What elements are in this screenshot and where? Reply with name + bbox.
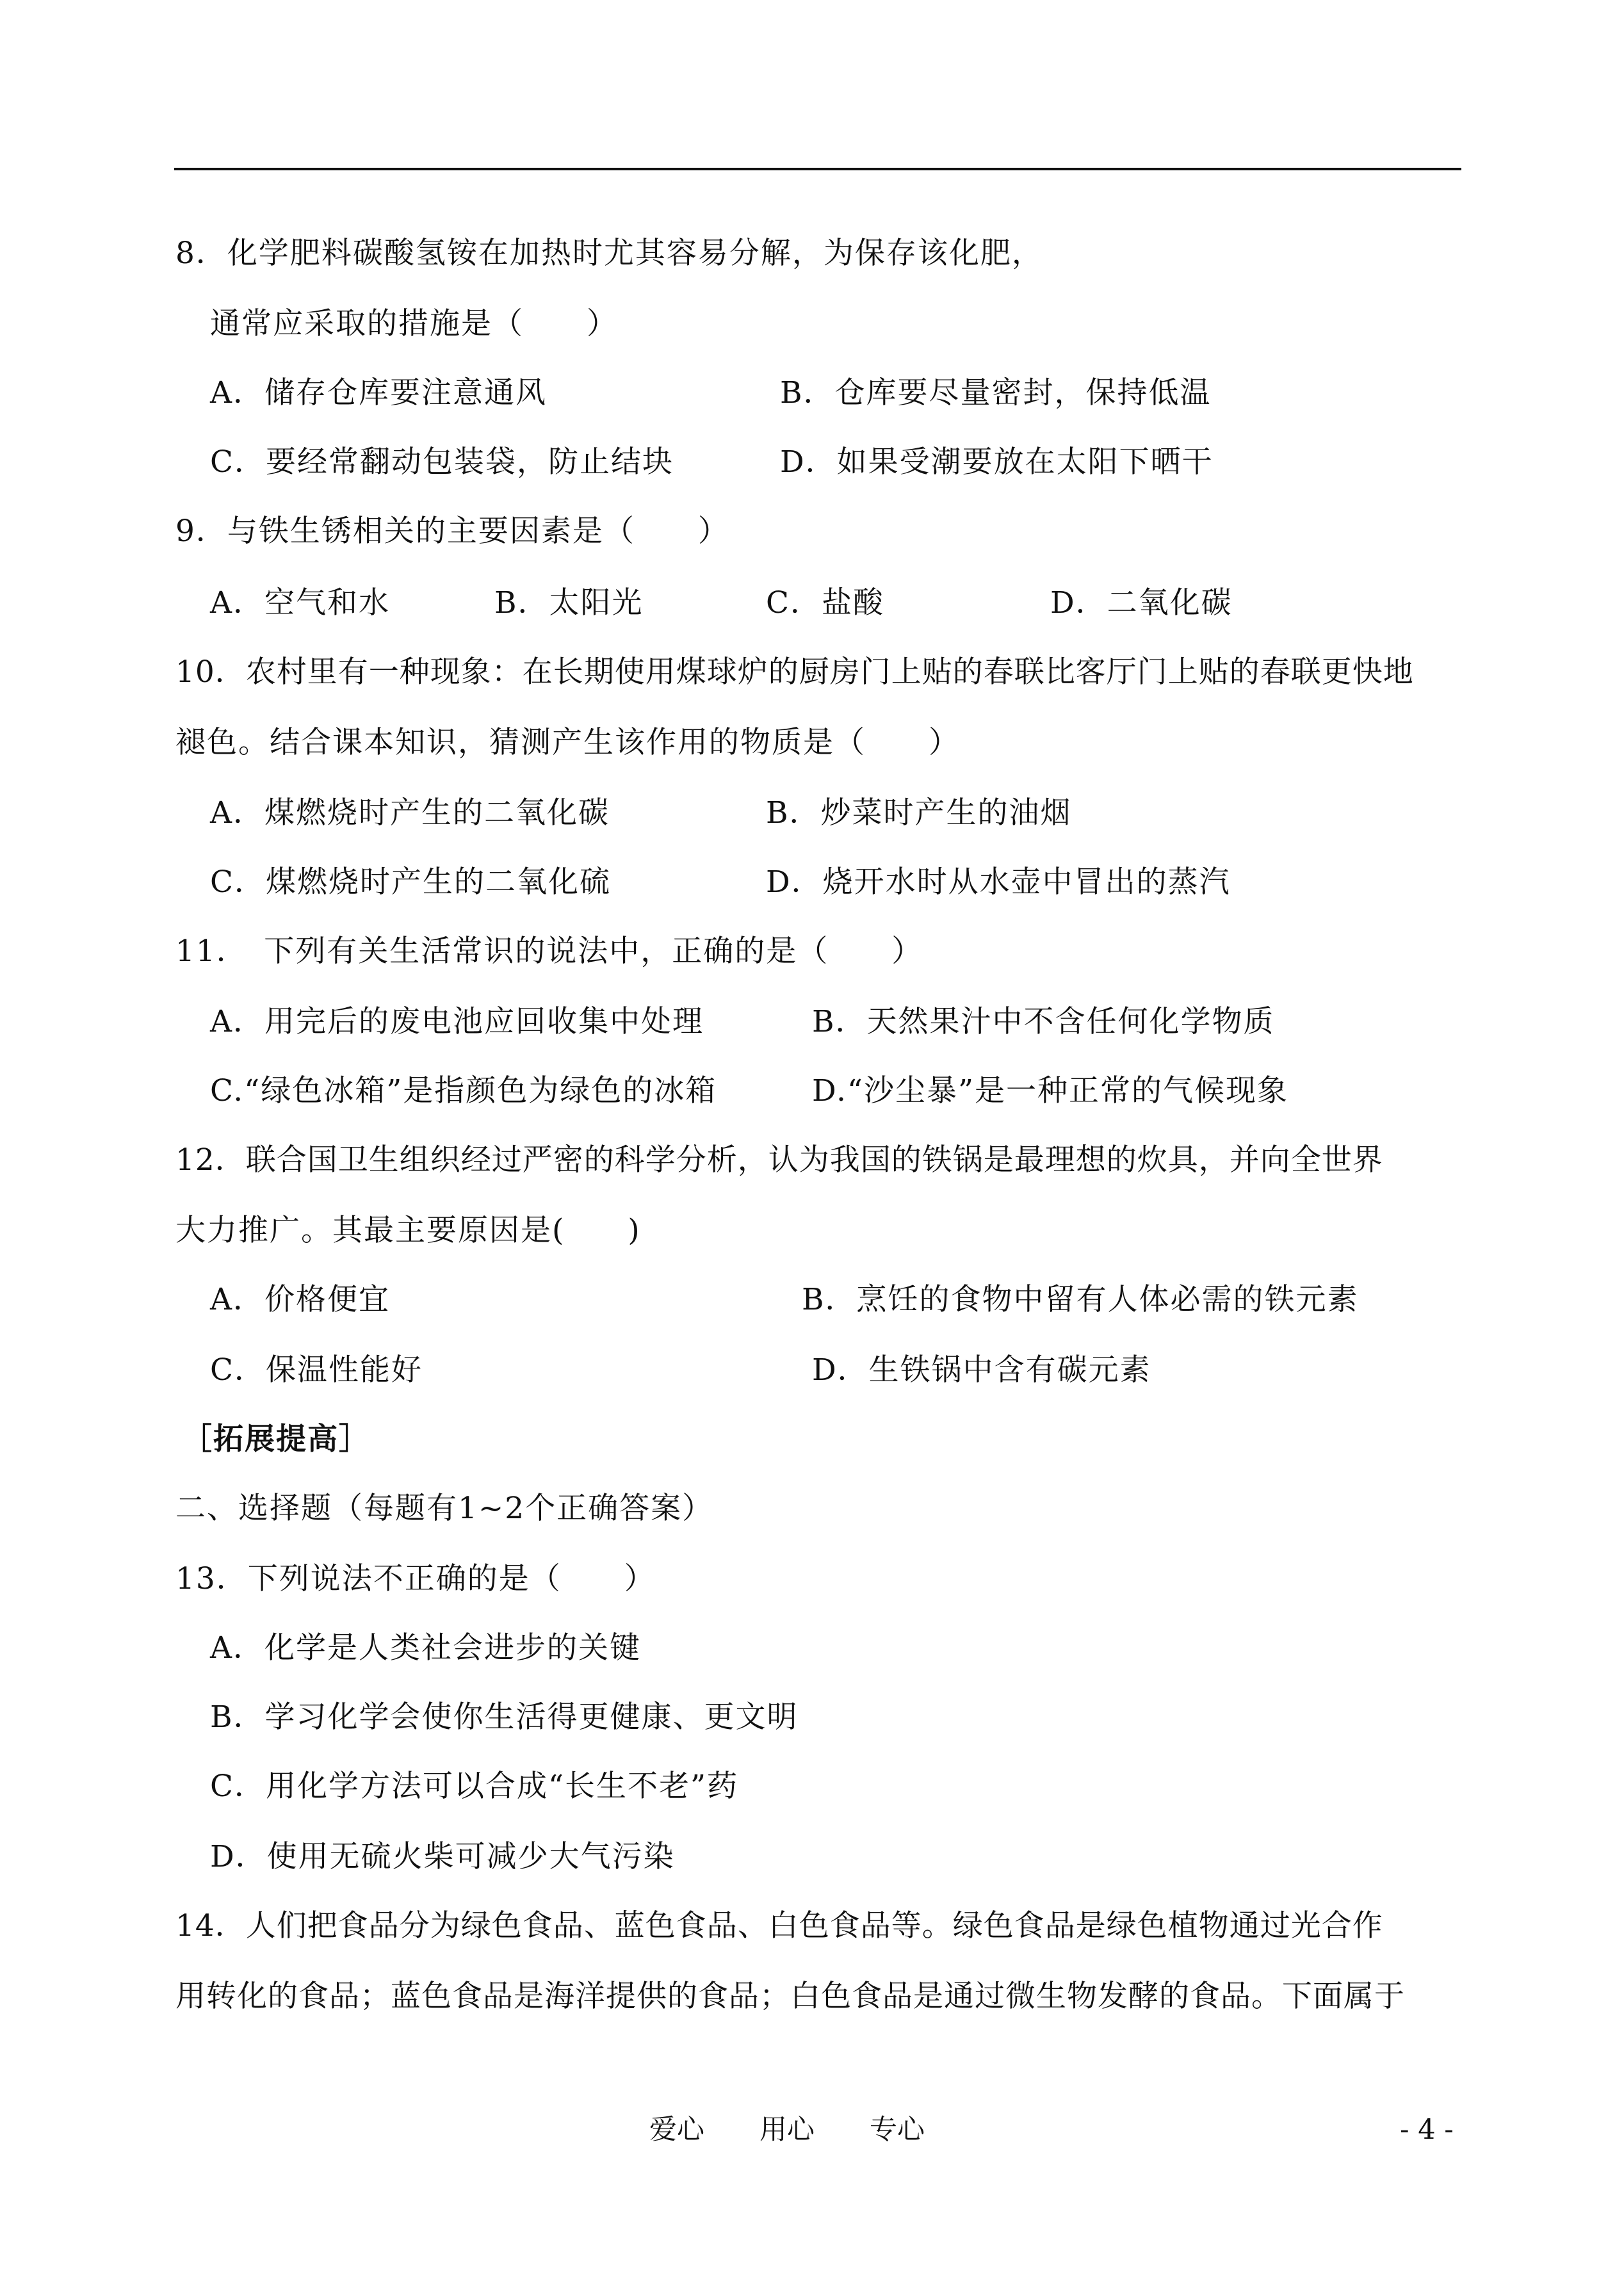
q8-option-a: A．储存仓库要注意通风 bbox=[210, 375, 547, 410]
q11-option-b: B．天然果汁中不含任何化学物质 bbox=[812, 1004, 1275, 1039]
q13-option-a: A．化学是人类社会进步的关键 bbox=[210, 1630, 641, 1666]
q9-option-d: D．二氧化碳 bbox=[1050, 585, 1233, 620]
q10-option-c: C．煤燃烧时产生的二氧化硫 bbox=[210, 864, 611, 900]
q9-stem: 9．与铁生锈相关的主要因素是（ ） bbox=[175, 514, 729, 549]
q8-option-b: B．仓库要尽量密封，保持低温 bbox=[780, 375, 1212, 410]
q10-option-b: B．炒菜时产生的油烟 bbox=[766, 795, 1072, 831]
q12-option-c: C．保温性能好 bbox=[210, 1352, 423, 1388]
header-rule bbox=[174, 168, 1461, 170]
q10-stem-line1: 10．农村里有一种现象：在长期使用煤球炉的厨房门上贴的春联比客厅门上贴的春联更快地 bbox=[175, 654, 1414, 690]
q8-option-d: D．如果受潮要放在太阳下晒干 bbox=[780, 444, 1214, 480]
q14-stem-line1: 14．人们把食品分为绿色食品、蓝色食品、白色食品等。绿色食品是绿色植物通过光合作 bbox=[175, 1908, 1383, 1943]
page-number: - 4 - bbox=[1400, 2114, 1454, 2146]
q11-stem: 11． 下列有关生活常识的说法中，正确的是（ ） bbox=[175, 934, 923, 969]
q12-option-d: D．生铁锅中含有碳元素 bbox=[812, 1352, 1151, 1388]
section-heading: ［拓展提高］ bbox=[182, 1422, 370, 1457]
q13-option-c: C．用化学方法可以合成“长生不老”药 bbox=[210, 1769, 739, 1804]
q8-stem-line1: 8．化学肥料碳酸氢铵在加热时尤其容易分解，为保存该化肥， bbox=[175, 236, 1043, 271]
q9-option-b: B．太阳光 bbox=[494, 585, 644, 620]
q10-stem-line2: 褪色。结合课本知识，猜测产生该作用的物质是（ ） bbox=[175, 725, 960, 760]
q13-option-d: D．使用无硫火柴可减少大气污染 bbox=[210, 1839, 675, 1874]
q12-option-b: B．烹饪的食物中留有人体必需的铁元素 bbox=[802, 1282, 1359, 1317]
section-title: 二、选择题（每题有1~2个正确答案） bbox=[175, 1491, 714, 1526]
q8-stem-line2: 通常应采取的措施是（ ） bbox=[210, 306, 618, 341]
q12-stem-line1: 12．联合国卫生组织经过严密的科学分析，认为我国的铁锅是最理想的炊具，并向全世界 bbox=[175, 1142, 1383, 1178]
q12-stem-line2: 大力推广。其最主要原因是( ) bbox=[175, 1213, 641, 1248]
q13-stem: 13．下列说法不正确的是（ ） bbox=[175, 1561, 656, 1596]
q8-option-c: C．要经常翻动包装袋，防止结块 bbox=[210, 444, 674, 480]
q10-option-a: A．煤燃烧时产生的二氧化碳 bbox=[210, 795, 610, 831]
q12-option-a: A．价格便宜 bbox=[210, 1282, 390, 1317]
q9-option-c: C．盐酸 bbox=[766, 585, 884, 620]
q11-option-c: C.“绿色冰箱”是指颜色为绿色的冰箱 bbox=[210, 1073, 717, 1108]
footer-motto: 爱心 用心 专心 bbox=[649, 2114, 925, 2146]
q10-option-d: D．烧开水时从水壶中冒出的蒸汽 bbox=[766, 864, 1231, 900]
q11-option-a: A．用完后的废电池应回收集中处理 bbox=[210, 1004, 704, 1039]
q9-option-a: A．空气和水 bbox=[210, 585, 390, 620]
q11-option-d: D.“沙尘暴”是一种正常的气候现象 bbox=[812, 1073, 1289, 1108]
q14-stem-line2: 用转化的食品；蓝色食品是海洋提供的食品；白色食品是通过微生物发酵的食品。下面属于 bbox=[175, 1979, 1405, 2014]
q13-option-b: B．学习化学会使你生活得更健康、更文明 bbox=[210, 1699, 799, 1735]
